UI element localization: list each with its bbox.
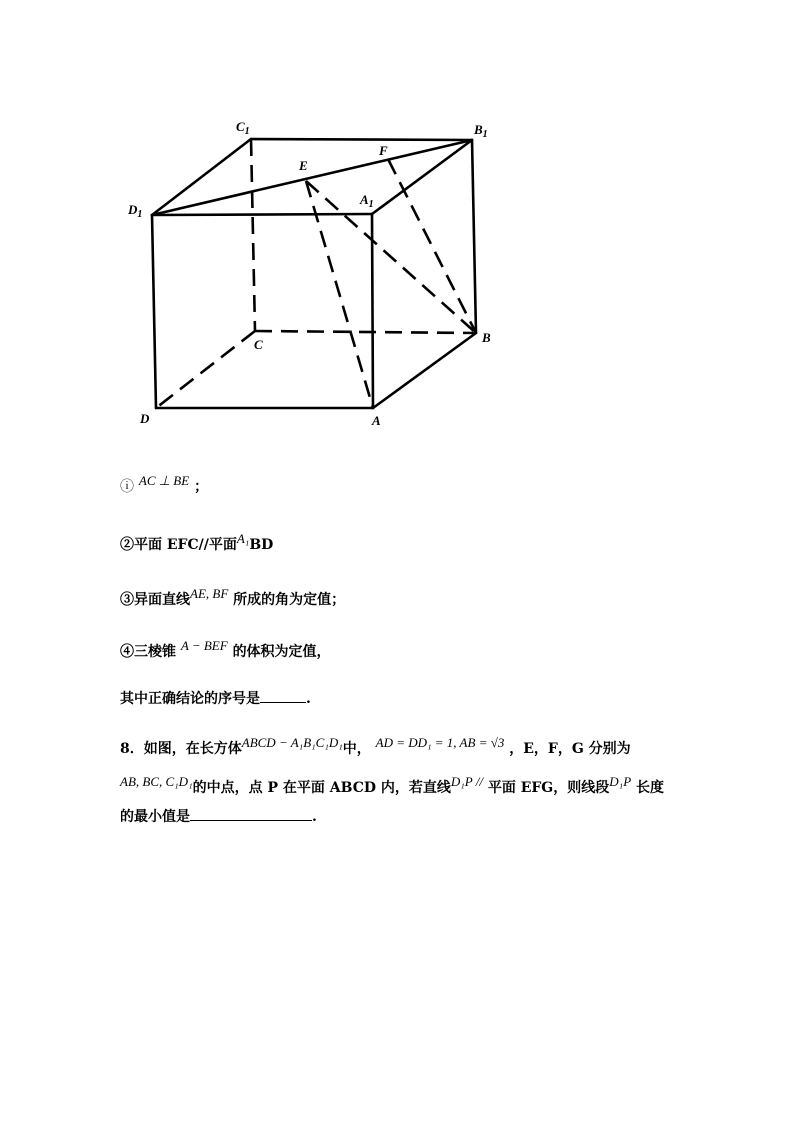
problem-8-text-2: ，E，F，G 分别为	[509, 741, 631, 757]
statement-4-math: A − BEF	[180, 638, 228, 653]
edge-d1-a1	[152, 214, 372, 215]
problem-8-math-midpoints: AB, BC, C₁D₁	[120, 774, 193, 789]
problem-8-math-lengths: AD = DD₁ = 1, AB = √3	[375, 735, 505, 750]
statement-2-math: A₁	[236, 531, 250, 546]
edge-b1-b	[472, 140, 476, 333]
statement-2-text1: 平面 EFC//平面	[134, 537, 237, 553]
answer-blank-2[interactable]	[190, 808, 312, 821]
conclusion-tail: .	[306, 691, 311, 707]
problem-8-text-6: 的最小值是	[120, 809, 190, 825]
problem-8-line-1	[120, 735, 631, 758]
conclusion-text: 其中正确结论的序号是	[120, 691, 260, 707]
statement-1	[120, 473, 209, 496]
conclusion-line	[120, 688, 311, 708]
statement-4-text2: 的体积为定值，	[232, 644, 331, 660]
label-c: C	[254, 337, 263, 352]
answer-blank-1[interactable]	[260, 690, 306, 703]
label-a: A	[372, 413, 381, 428]
statement-2	[120, 531, 274, 554]
label-b: B	[482, 330, 491, 345]
edge-b-a	[373, 333, 476, 408]
statement-4-text1: 三棱锥	[134, 644, 176, 660]
segment-e-b	[306, 181, 476, 333]
statement-2-number: ②	[120, 537, 134, 553]
segment-f-b	[388, 159, 476, 333]
statement-4-number: ④	[120, 644, 134, 660]
statement-3-text2: 所成的角为定值；	[233, 592, 346, 608]
edge-d1-d	[152, 215, 156, 408]
statement-3	[120, 586, 346, 609]
statement-2-text2: BD	[249, 537, 274, 553]
edge-a1-a	[372, 214, 373, 408]
label-b1: $B_1$	[474, 122, 488, 140]
statement-1-tail: ；	[194, 479, 209, 495]
edge-c1-b1	[251, 139, 472, 140]
problem-8-math-cuboid: ABCD − A₁B₁C₁D₁	[241, 735, 343, 750]
problem-8-line-2	[120, 774, 665, 797]
cube-figure	[0, 0, 794, 440]
label-d: D	[140, 411, 150, 426]
problem-8-line-3	[120, 806, 317, 826]
problem-8-tail: .	[312, 809, 317, 825]
statement-1-number: ⓘ	[120, 479, 134, 495]
hidden-edge-c1-c	[251, 139, 255, 331]
statement-4	[120, 638, 331, 661]
problem-8-text-3: 的中点，点 P 在平面 ABCD 内，若直线	[192, 780, 451, 796]
problem-8-math-segment: D₁P	[609, 774, 632, 789]
statement-3-math: AE, BF	[190, 586, 229, 601]
hidden-edge-c-d	[156, 331, 255, 408]
statement-3-text1: 异面直线	[134, 592, 190, 608]
problem-8-text-1: 中，	[342, 741, 371, 757]
hidden-edge-c-b	[255, 331, 476, 333]
statement-3-number: ③	[120, 592, 134, 608]
label-d1: $D_1$	[128, 202, 143, 220]
label-e: E	[299, 158, 308, 173]
label-c1: $C_1$	[236, 119, 250, 137]
problem-8-number: 8．如图，在长方体	[120, 741, 242, 757]
problem-8-text-4: 平面 EFG，则线段	[487, 780, 610, 796]
label-a1: $A_1$	[360, 192, 374, 210]
problem-8-math-line: D₁P //	[450, 774, 483, 789]
statement-1-math: AC ⊥ BE	[138, 473, 190, 488]
label-f: F	[379, 143, 388, 158]
problem-8-text-5: 长度	[636, 780, 665, 796]
